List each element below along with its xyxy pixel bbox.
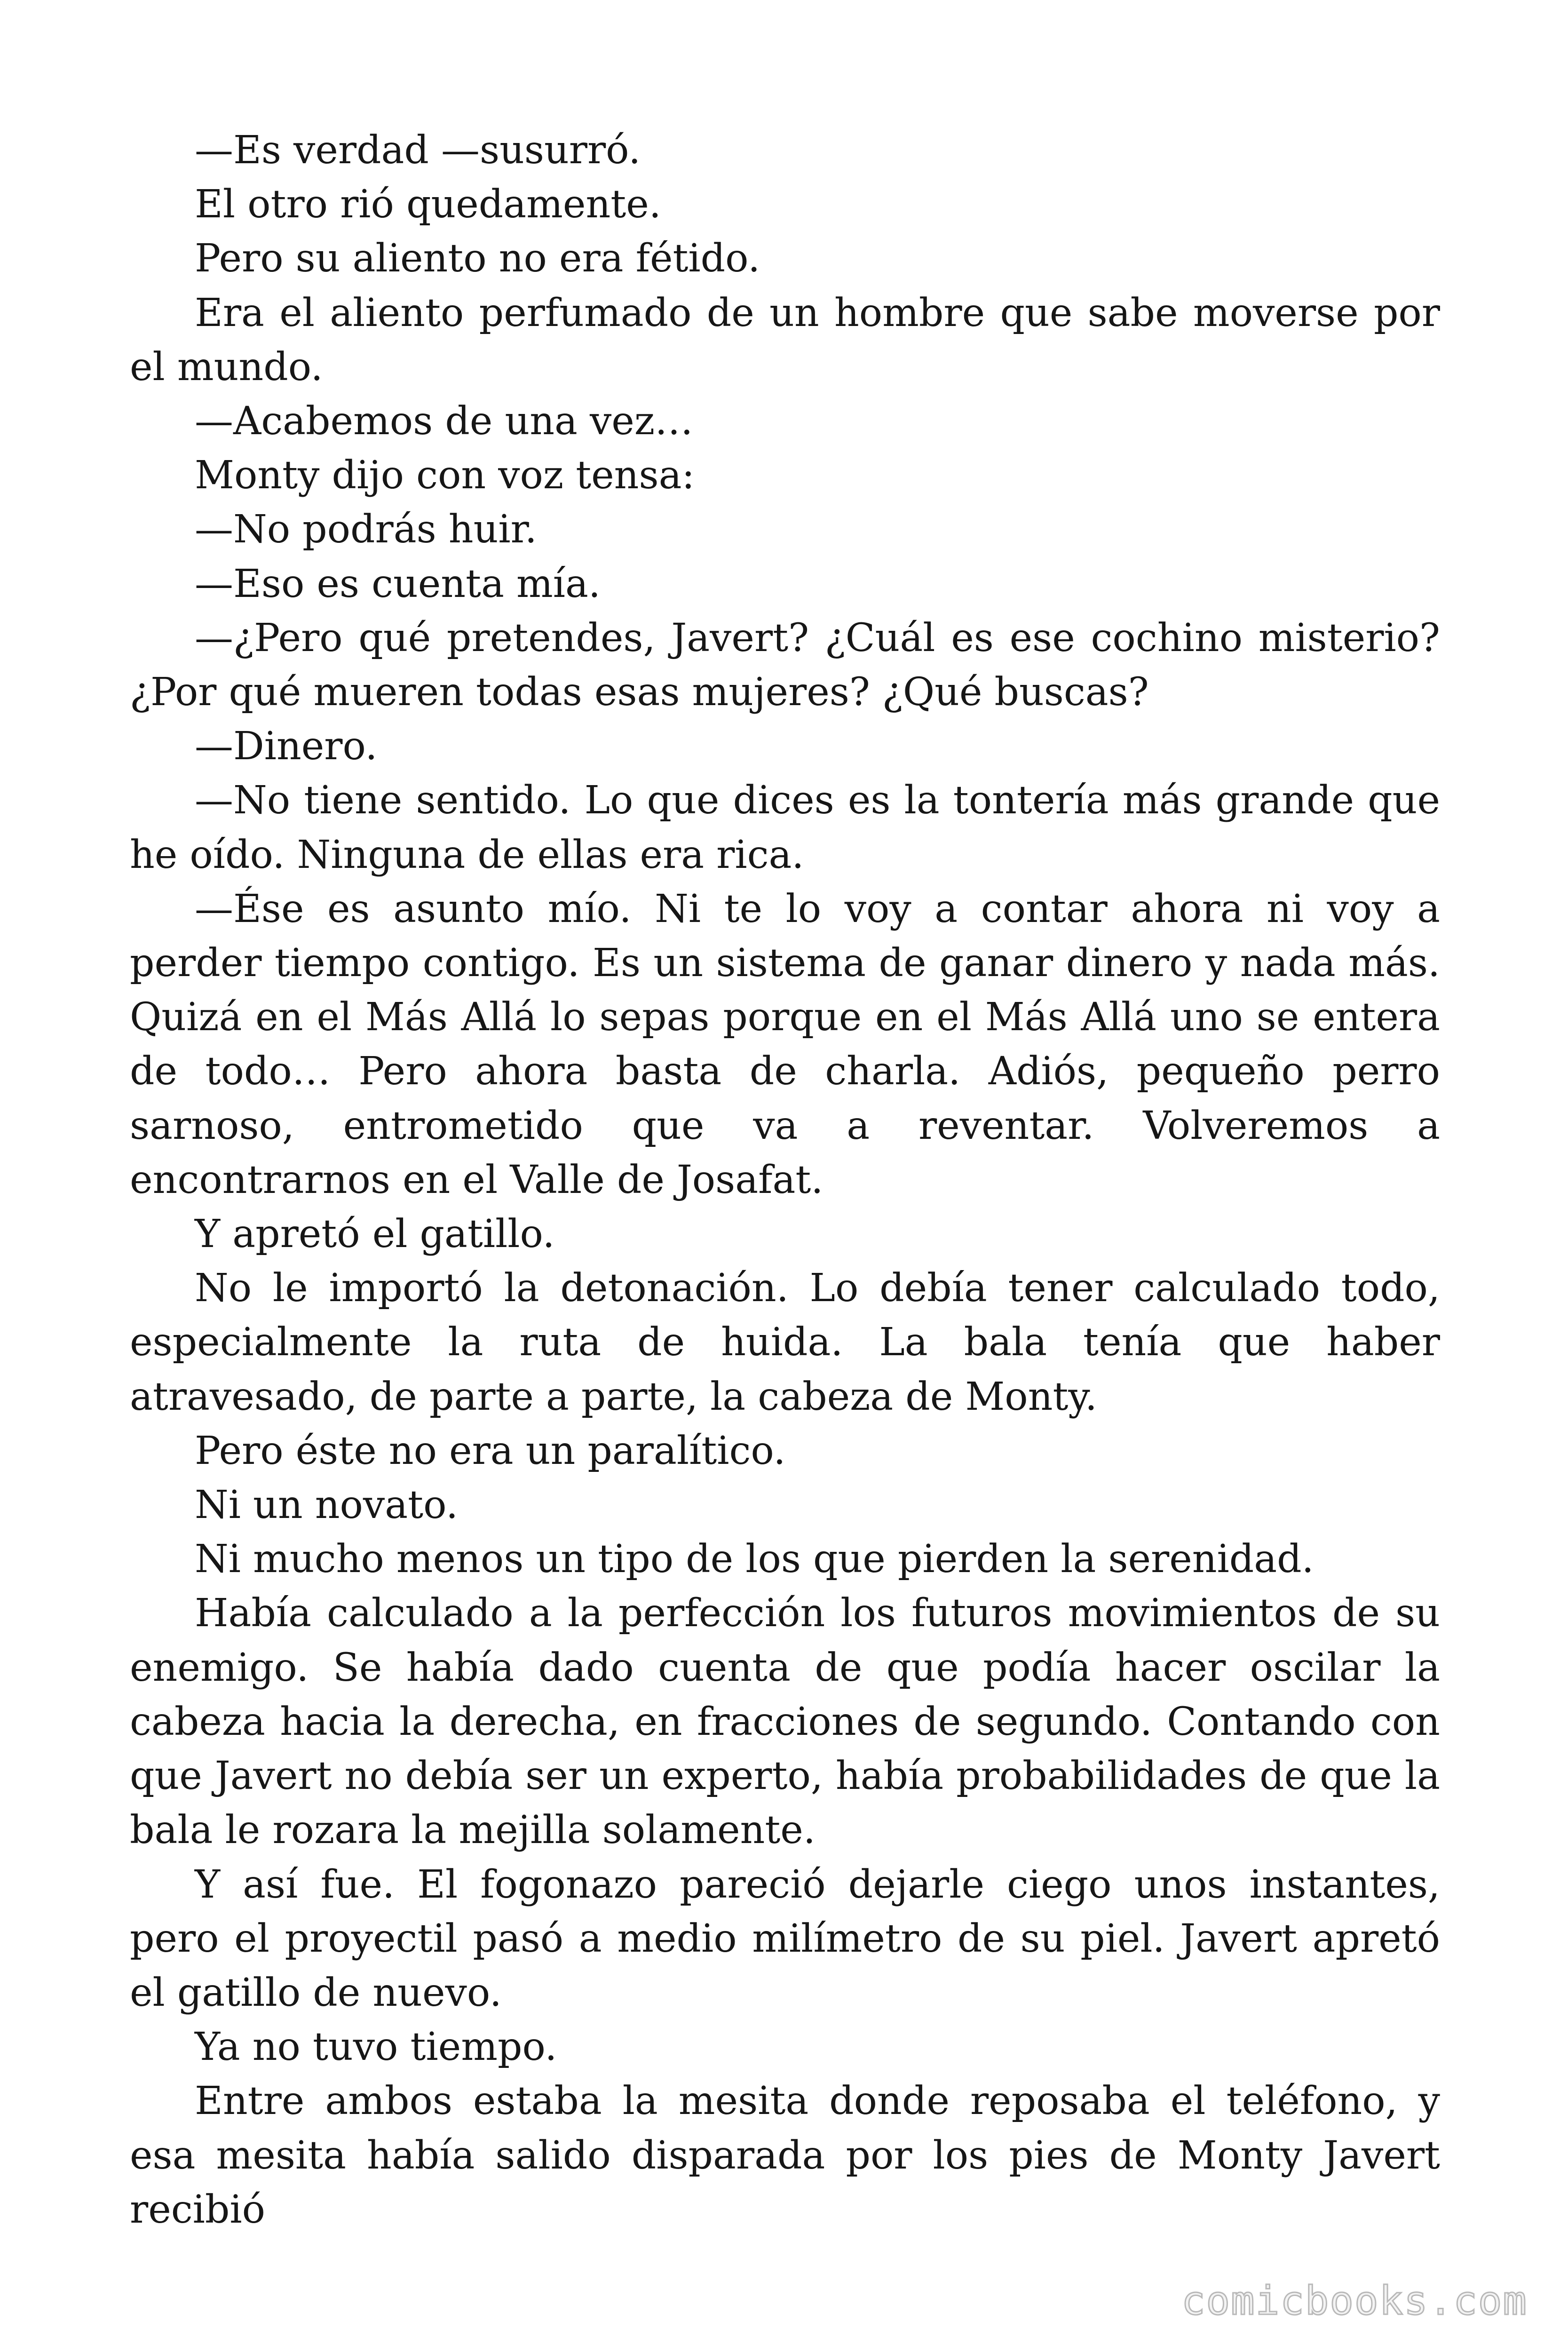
paragraph: Y así fue. El fogonazo pareció dejarle ciego unos instantes, pero el proyectil pasó a medio milímetro de su piel. Javert apretó el gatillo de nuevo. bbox=[130, 1862, 1440, 2015]
paragraph: —Ése es asunto mío. Ni te lo voy a contar ahora ni voy a perder tiempo contigo. Es un sistema de ganar dinero y nada más. Quizá en el Más Allá lo sepas porque en el Más Allá uno se entera de todo… Pero ahora basta de charla. Adiós, pequeño perro sarnoso, entrometido que va a reventar. Volveremos a encontrarnos en el Valle de Josafat. bbox=[130, 886, 1440, 1202]
paragraph: Ni un novato. bbox=[195, 1483, 459, 1528]
paragraph: —No tiene sentido. Lo que dices es la tontería más grande que he oído. Ninguna de ellas era rica. bbox=[130, 778, 1440, 877]
paragraph: Pero éste no era un paralítico. bbox=[195, 1428, 786, 1473]
paragraph: Y apretó el gatillo. bbox=[195, 1212, 555, 1257]
paragraph: —Dinero. bbox=[195, 724, 378, 769]
paragraph: —No podrás huir. bbox=[195, 507, 537, 552]
paragraph: Era el aliento perfumado de un hombre que sabe moverse por el mundo. bbox=[130, 290, 1440, 389]
paragraph: —Es verdad —susurró. bbox=[195, 128, 641, 173]
paragraph: No le importó la detonación. Lo debía tener calculado todo, especialmente la ruta de huida. La bala tenía que haber atravesado, de parte a parte, la cabeza de Monty. bbox=[130, 1266, 1440, 1419]
paragraph: —Eso es cuenta mía. bbox=[195, 561, 601, 606]
paragraph: El otro rió quedamente. bbox=[195, 182, 661, 227]
paragraph: —Acabemos de una vez… bbox=[195, 399, 694, 444]
paragraph-continued: Entre ambos estaba la mesita donde reposaba el teléfono, y esa mesita había salido disparada por los pies de Monty Javert recibió bbox=[130, 2079, 1440, 2232]
paragraph: —¿Pero qué pretendes, Javert? ¿Cuál es ese cochino misterio? ¿Por qué mueren todas esas mujeres? ¿Qué buscas? bbox=[130, 615, 1440, 715]
paragraph: Había calculado a la perfección los futuros movimientos de su enemigo. Se había dado cuenta de que podía hacer oscilar la cabeza hacia la derecha, en fracciones de segundo. Contando con que Javert no debía ser un experto, había probabilidades de que la bala le rozara la mejilla solamente. bbox=[130, 1591, 1440, 1853]
paragraph: Ya no tuvo tiempo. bbox=[195, 2025, 557, 2070]
page-body-text bbox=[130, 123, 1440, 2237]
paragraph: Monty dijo con voz tensa: bbox=[195, 453, 695, 498]
paragraph: Ni mucho menos un tipo de los que pierden la serenidad. bbox=[195, 1537, 1314, 1582]
watermark-logo: comicbooks.com bbox=[1181, 2278, 1528, 2324]
paragraph: Pero su aliento no era fétido. bbox=[195, 236, 760, 281]
